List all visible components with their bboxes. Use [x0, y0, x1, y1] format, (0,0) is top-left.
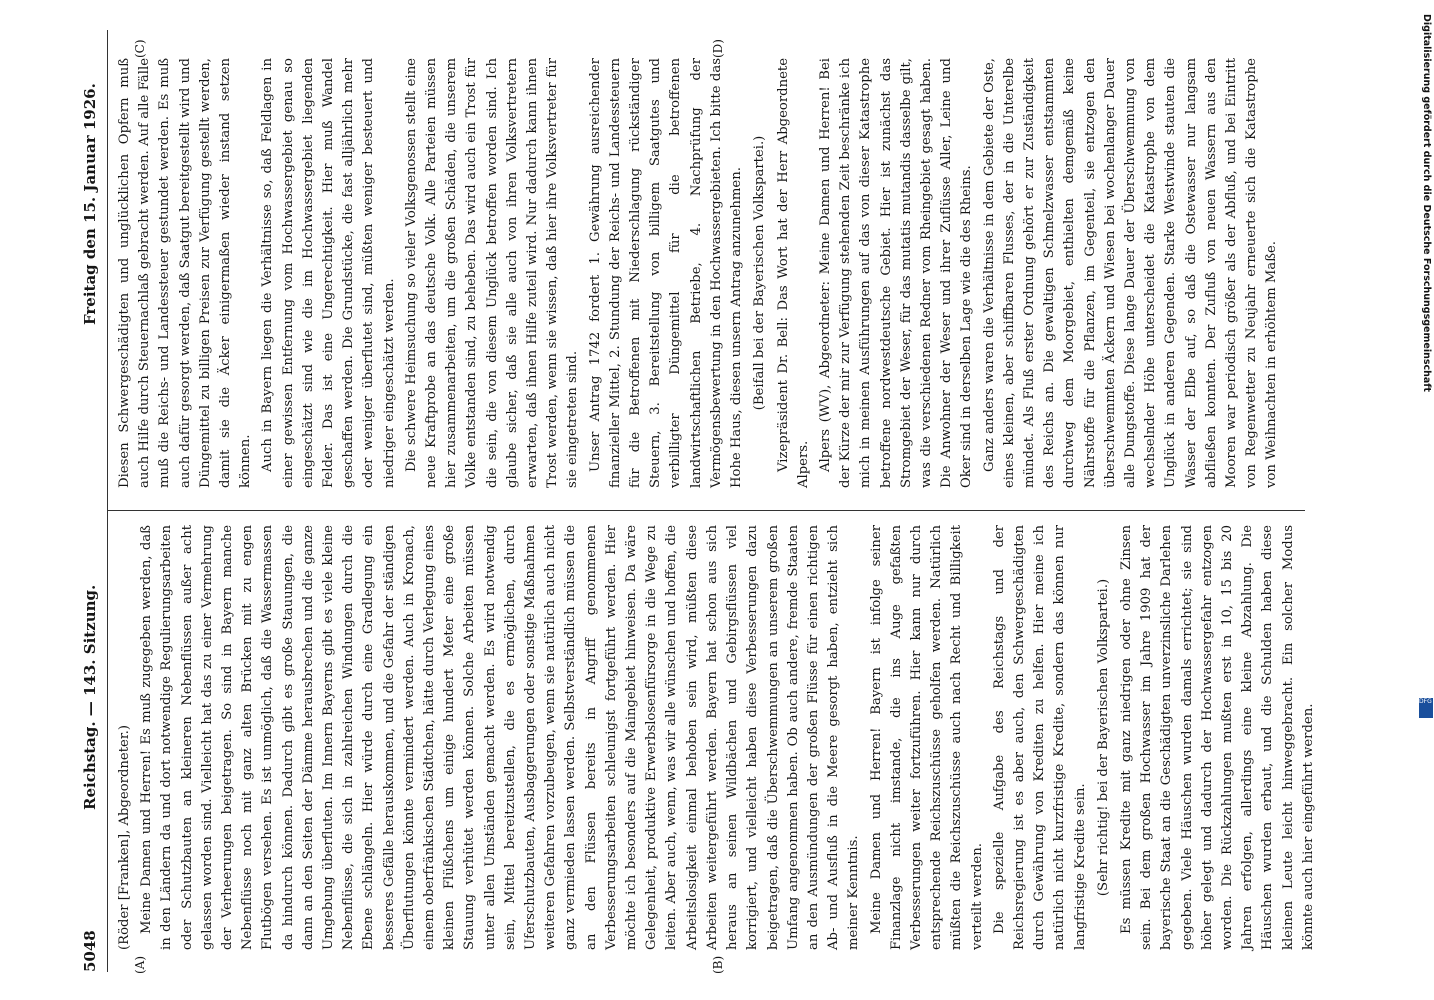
left-text-column	[115, 525, 1321, 950]
paragraph: Es müssen Kredite mit ganz niedrigen oder ohne Zinsen sein. Bei dem großen Hochwasser im Jahre 1909 hat der bayerische Staat an die Geschädigten unverzinsliche Darlehen gegeben. Viele Häuschen wurden damals errichtet; sie sind höher gelegt und dadurch der Hochwassergefahr entzogen worden. Die Rückzahlungen mußten erst in 10, 15 bis 20 Jahren erfolgen, allerdings eine kleine Abzahlung. Die Häuschen wurden erbaut, und die Schulden haben diese kleinen Leute leicht hinweggebracht. Ein solcher Modus könnte auch hier eingeführt werden.	[1118, 525, 1316, 950]
margin-mark-d: (D)	[711, 39, 725, 58]
document-page	[75, 20, 1335, 980]
page-header	[75, 20, 109, 980]
paragraph: Die spezielle Aufgabe des Reichstags und der Reichsregierung ist es aber auch, den Schwergeschädigten durch Gewährung von Krediten zu helfen. Hier meine ich natürlich nicht kurzfristige Kredite, sondern das können nur langfristige Kredite sein.	[991, 525, 1088, 950]
dfg-logo-text: DFG	[1419, 698, 1432, 705]
paragraph: Ganz anders waren die Verhältnisse in dem Gebiete der Oste, eines kleinen, aber schiffbaren Flusses, der in die Unterelbe mündet. Als Fluß erster Ordnung gehört er zur Zuständigkeit des Reichs an. Die gewaltigen Schmelzwasser entstammten durchweg dem Moorgebiet, enthielten demgemäß keine Nährstoffe für die Pflanzen, im Gegenteil, sie entzogen den überschwemmten Äckern und Wiesen bei wochenlanger Dauer alle Dungstoffe. Diese lange Dauer der Überschwemmung von wechselnder Höhe unterscheidet die Katastrophe von dem Unglück in anderen Gegenden. Starke Westwinde stauten die Wasser der Elbe auf, so daß die Ostewasser nur langsam abfließen konnten. Der Zufluß von neuen Wassern aus den Mooren war periodisch größer als der Abfluß, und bei Eintritt von Regenwetter zu Neujahr erneuerte sich die Katastrophe von Weihnachten in erhöhtem Maße.	[981, 58, 1280, 488]
page-number: 5048	[81, 930, 99, 972]
dfg-logo	[1419, 698, 1433, 718]
paragraph: (Beifall bei der Bayerischen Volkspartei.)	[752, 135, 768, 411]
margin-mark-c: (C)	[133, 39, 147, 58]
header-date-title: Freitag den 15. Januar 1926.	[81, 83, 99, 325]
paragraph: Diesen Schwergeschädigten und unglücklichen Opfern muß auch Hilfe durch Steuernachlaß gebracht werden. Auf alle Fälle muß die Reichs- und Landessteuer gestundet werden. Es muß auch dafür gesorgt werden, daß Saatgut bereitgestellt wird und Düngemittel zu billigen Preisen zur Verfügung gestellt werden, damit sie die Äcker einigermaßen wieder instand setzen können.	[117, 58, 254, 488]
paragraph: Vizepräsident Dr. Bell: Das Wort hat der Herr Abgeordnete Alpers.	[775, 58, 811, 488]
margin-mark-a: (A)	[133, 955, 147, 974]
column-divider	[107, 510, 1305, 511]
paragraph: Auch in Bayern liegen die Verhältnisse so, daß Feldlagen in einer gewissen Entfernung vom Hochwassergebiet genau so eingeschätzt sind wie die im Hochwassergebiet liegenden Felder. Das ist eine Ungerechtigkeit. Hier muß Wandel geschaffen werden. Die Grundstücke, die fast alljährlich mehr oder weniger überflutet sind, müßten weniger besteuert und niedriger eingeschätzt werden.	[260, 58, 397, 488]
paragraph: (Sehr richtig! bei der Bayerischen Volkspartei.)	[1095, 578, 1111, 897]
digitization-credit	[1418, 8, 1434, 705]
paragraph: Alpers (WV), Abgeordneter: Meine Damen und Herren! Bei der Kürze der mir zur Verfügung stehenden Zeit beschränke ich mich in meinen Ausführungen auf das von dieser Katastrophe betroffene nordwestdeutsche Gebiet. Hier ist zunächst das Stromgebiet der Weser, für das mutatis mutandis dasselbe gilt, was die verschiedenen Redner vom Rheingebiet gesagt haben. Die Anwohner der Weser und ihrer Zuflüsse Aller, Leine und Oker sind in derselben Lage wie die des Rheins.	[817, 58, 975, 488]
paragraph: (Röder [Franken], Abgeordneter.)	[117, 724, 132, 950]
paragraph: Unser Antrag 1742 fordert 1. Gewährung ausreichender finanzieller Mittel, 2. Stundung der Reichs- und Landessteuern für die Betroffenen mit Niederschlagung rückständiger Steuern, 3. Bereitstellung von billigem Saatgutes und verbilligter Düngemittel für die betroffenen landwirtschaftlichen Betriebe, 4. Nachprüfung der Vermögensbewertung in den Hochwassergebieten. Ich bitte das Hohe Haus, diesen unsern Antrag anzunehmen.	[587, 58, 745, 488]
margin-mark-b: (B)	[711, 955, 725, 974]
credit-text: Digitalisierung gefördert durch die Deutsche Forschungsgemeinschaft	[1421, 14, 1432, 392]
header-rule	[107, 30, 108, 972]
paragraph: Meine Damen und Herren! Bayern ist infolge seiner Finanzlage nicht imstande, die ins Auge gefaßten Verbesserungen weiter fortzuführen. Hier kann nur durch entsprechende Reichszuschüsse geholfen werden. Natürlich müßten die Reichszuschüsse auch nach Recht und Billigkeit verteilt werden.	[868, 525, 985, 950]
header-session-title: Reichstag. — 143. Sitzung.	[81, 584, 99, 810]
paragraph: Die schwere Heimsuchung so vieler Volksgenossen stellt eine neue Kraftprobe an das deutsche Volk. Alle Parteien müssen hier zusammenarbeiten, um die großen Schäden, die unserem Volke entstanden sind, zu beheben. Das wird auch ein Trost für die sein, die von diesem Unglück betroffen worden sind. Ich glaube sicher, daß sie alle auch von ihren Volksvertretern erwarten, daß ihnen Hilfe zuteil wird. Nur dadurch kann ihnen Trost werden, wenn sie wissen, daß hier ihre Volksvertreter für sie eingetreten sind.	[403, 58, 581, 488]
right-text-column	[115, 58, 1285, 488]
paragraph: Meine Damen und Herren! Es muß zugegeben werden, daß in den Ländern da und dort notwendige Regulierungsarbeiten oder Schutzbauten an kleineren Nebenflüssen außer acht gelassen worden sind. Vielleicht hat das zu einer Vermehrung der Verheerungen beigetragen. So sind in Bayern manche Nebenflüsse noch mit ganz alten Brücken mit zu engen Flutbögen versehen. Es ist unmöglich, daß die Wassermassen da hindurch können. Dadurch gibt es große Stauungen, die dann an den Seiten der Dämme herausbrechen und die ganze Umgebung überfluten. Im Innern Bayerns gibt es viele kleine Nebenflüsse, die sich in zahlreichen Windungen durch die Ebene schlängeln. Hier würde durch eine Gradlegung ein besseres Gefälle herauskommen, und die Gefahr der ständigen Überflutungen könnte vermindert werden. Auch in Kronach, einem oberfränkischen Städtchen, hätte durch Verlegung eines kleinen Flüßchens um einige hundert Meter eine große Stauung verhütet werden können. Solche Arbeiten müssen unter allen Umständen gemacht werden. Es wird notwendig sein, Mittel bereitzustellen, die es ermöglichen, durch Uferschutzbauten, Ausbaggerungen oder sonstige Maßnahmen weiteren Gefahren vorzubeugen, wenn sie natürlich auch nicht ganz vermieden lassen werden. Selbstverständlich müssen die an den Flüssen bereits in Angriff genommenen Verbesserungsarbeiten schleunigst fortgeführt werden. Hier möchte ich besonders auf die Maingebiet hinweisen. Da wäre Gelegenheit, produktive Erwerbslosenfürsorge in die Wege zu leiten. Aber auch, wenn, was wir alle wünschen und hoffen, die Arbeitslosigkeit einmal behoben sein wird, müßten diese Arbeiten weitergeführt werden. Bayern hat schon aus sich heraus an seinen Wildbächen und Gebirgsflüssen viel korrigiert, und vielleicht haben diese Verbesserungen dazu beigetragen, daß die Überschwemmungen an unserem großen Umfang angenommen haben. Ob auch andere, fremde Staaten an den Ausmündungen der großen Flüsse für einen richtigen Ab- und Ausfluß in die Meere gesorgt haben, entzieht sich meiner Kenntnis.	[139, 525, 862, 950]
